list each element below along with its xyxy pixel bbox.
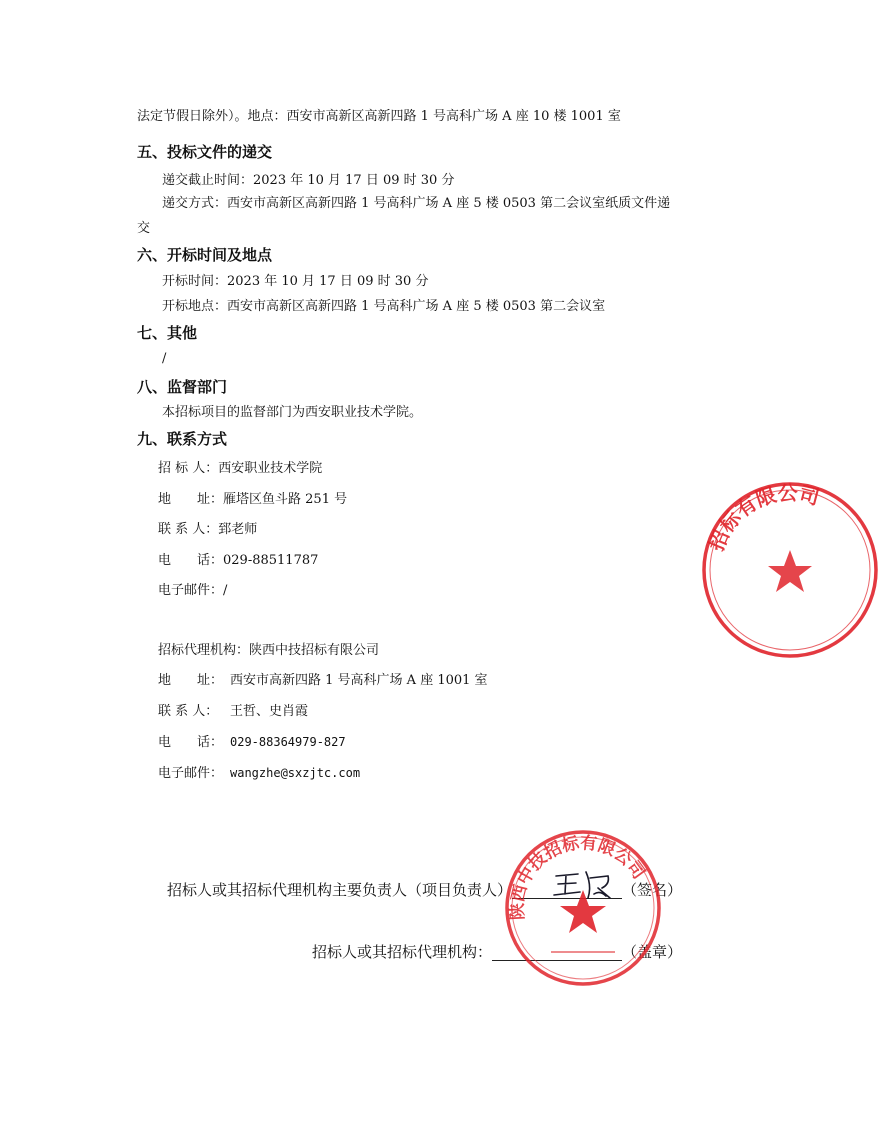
section-7-heading: 七、其他 [137, 324, 198, 342]
section-7-content: / [162, 351, 167, 366]
agency-contact-value: 王哲、史肖霞 [230, 704, 309, 719]
agency-email-row [158, 765, 360, 782]
agency-address-label: 地 址： [158, 673, 224, 688]
agency-name-row [158, 643, 379, 659]
section-9-heading: 九、联系方式 [137, 430, 228, 448]
submission-method: 递交方式：西安市高新区高新四路 1 号高科广场 A 座 5 楼 0503 第二会议室纸质文件递 [162, 196, 671, 211]
tenderer-phone-row [158, 553, 318, 569]
submission-method-continued: 交 [137, 221, 151, 236]
seal-label: 招标人或其招标代理机构： [312, 943, 493, 961]
tenderer-contact-value: 郅老师 [218, 522, 258, 537]
section-5-heading: 五、投标文件的递交 [137, 143, 273, 161]
agency-contact-row [158, 704, 308, 720]
opening-time: 开标时间：2023 年 10 月 17 日 09 时 30 分 [162, 274, 429, 289]
tenderer-address-value: 雁塔区鱼斗路 251 号 [223, 492, 348, 507]
agency-name-value: 陕西中技招标有限公司 [249, 643, 380, 658]
opening-place: 开标地点：西安市高新区高新四路 1 号高科广场 A 座 5 楼 0503 第二会议室 [162, 299, 606, 314]
tenderer-phone-value: 029-88511787 [223, 553, 319, 568]
tenderer-address-row [158, 492, 347, 508]
agency-email-label: 电子邮件： [158, 766, 224, 781]
agency-phone-label: 电 话： [158, 735, 224, 750]
svg-text:招标有限公司 [704, 481, 822, 555]
section-8-heading: 八、监督部门 [137, 378, 228, 396]
submission-deadline: 递交截止时间：2023 年 10 月 17 日 09 时 30 分 [162, 173, 455, 188]
tenderer-contact-row [158, 522, 257, 538]
company-seal-text: 陕西中技招标有限公司 [507, 833, 649, 921]
agency-address-row [158, 673, 488, 689]
tenderer-email-value: / [223, 583, 228, 598]
agency-phone-value: 029-88364979-827 [230, 735, 346, 749]
agency-contact-label: 联 系 人： [158, 704, 219, 719]
tenderer-contact-label: 联 系 人： [158, 522, 219, 537]
company-seal [503, 828, 663, 988]
tenderer-name-row [158, 461, 322, 477]
edge-seal-text: 招标有限公司 [703, 480, 822, 555]
agency-address-value: 西安市高新四路 1 号高科广场 A 座 1001 室 [230, 673, 488, 688]
signature-label: 招标人或其招标代理机构主要负责人（项目负责人） [167, 881, 513, 899]
tenderer-email-row [158, 583, 227, 599]
edge-seal [690, 470, 890, 670]
agency-email-value: wangzhe@sxzjtc.com [230, 766, 361, 780]
tenderer-address-label: 地 址： [158, 492, 224, 507]
tenderer-name-label: 招 标 人： [158, 461, 219, 476]
signature-suffix: （签名） [622, 881, 683, 899]
tenderer-email-label: 电子邮件： [158, 583, 224, 598]
agency-name-label: 招标代理机构： [158, 643, 250, 658]
tenderer-name-value: 西安职业技术学院 [218, 461, 323, 476]
section-8-content: 本招标项目的监督部门为西安职业技术学院。 [162, 405, 423, 420]
top-continuation-line: 法定节假日除外）。地点：西安市高新区高新四路 1 号高科广场 A 座 10 楼 1001 室 [137, 109, 621, 124]
agency-phone-row [158, 734, 346, 751]
seal-suffix: （盖章） [622, 943, 683, 961]
section-6-heading: 六、开标时间及地点 [137, 246, 273, 264]
tenderer-phone-label: 电 话： [158, 553, 224, 568]
